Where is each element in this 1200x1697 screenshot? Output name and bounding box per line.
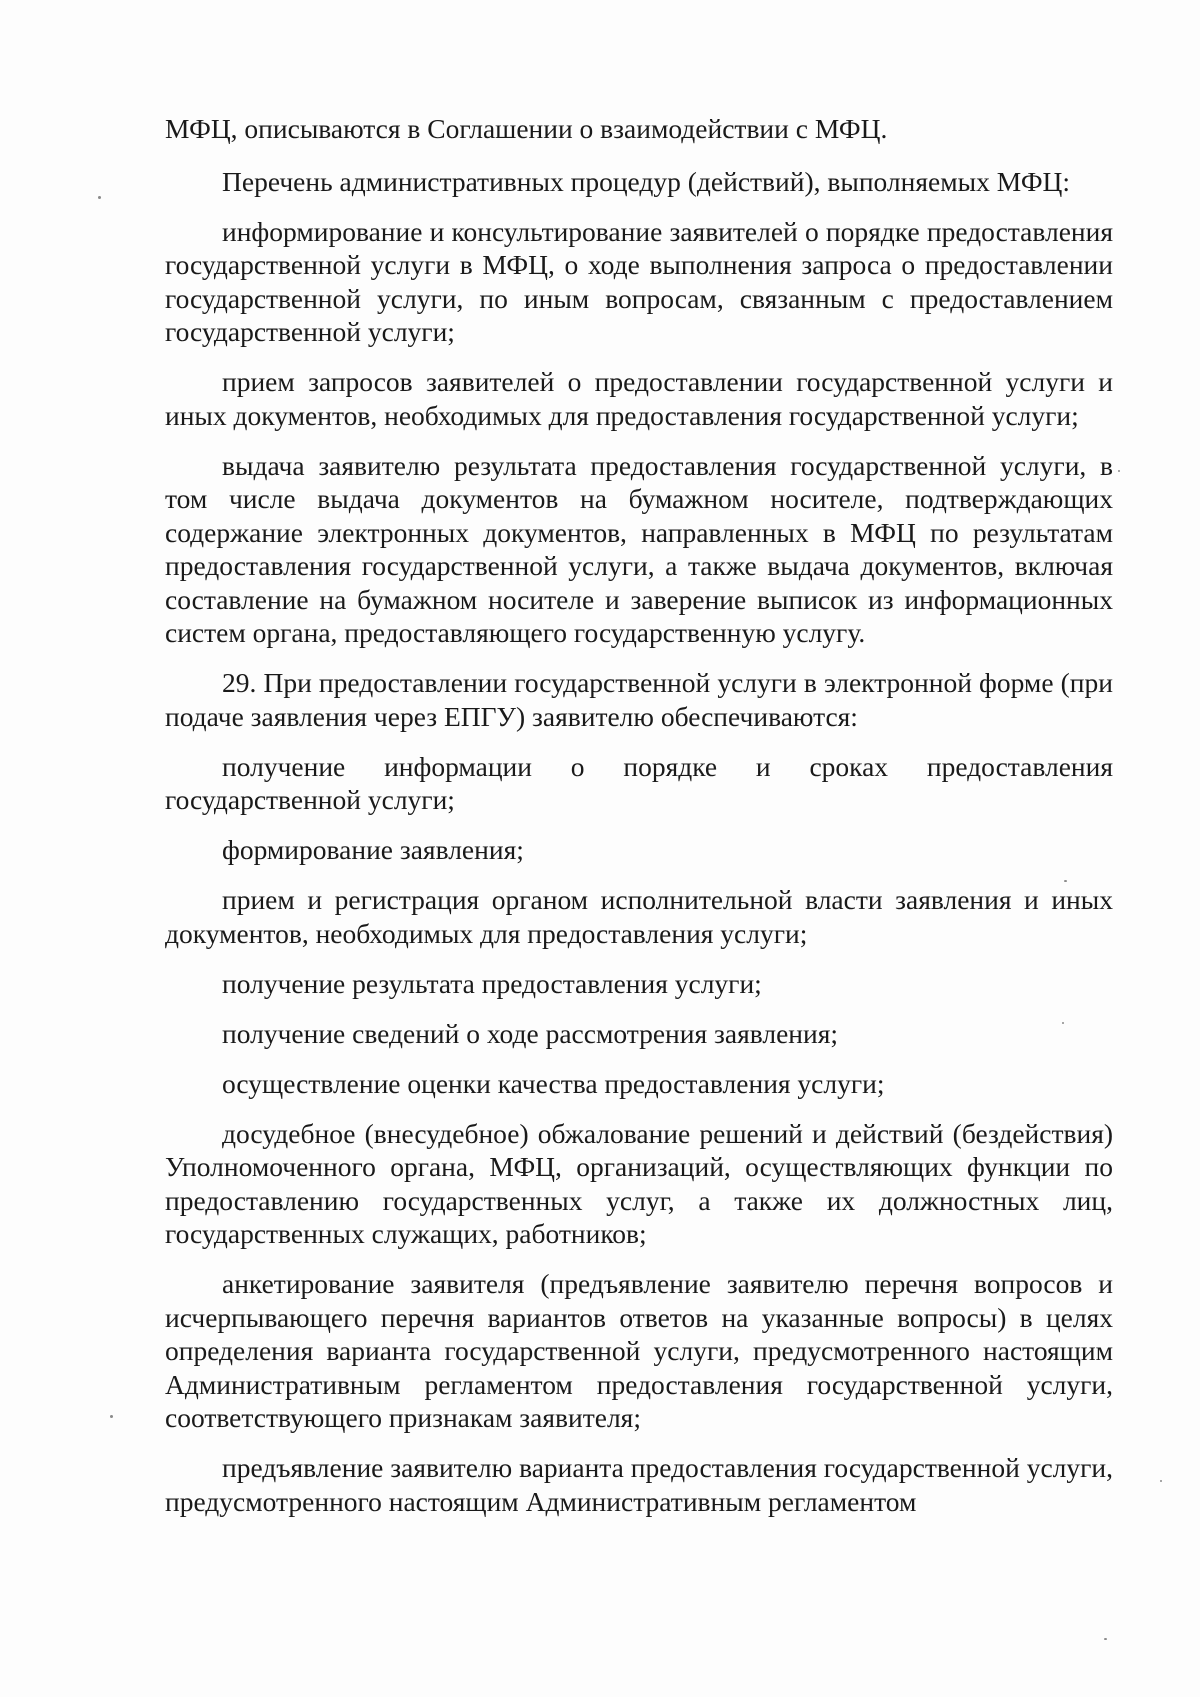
paragraph-questionnaire: анкетирование заявителя (предъявление заявителю перечня вопросов и исчерпывающего перечня вариантов ответов на указанные вопросы) в целях определения варианта государственной услуги, предусмотренного настоящим Административным регламентом предоставления государственной услуги, соответствующего признакам заявителя; (165, 1268, 1113, 1433)
paragraph-status-info: получение сведений о ходе рассмотрения заявления; (222, 1017, 838, 1049)
paragraph-result-issuance: выдача заявителю результата предоставления государственной услуги, в том числе выдача документов на бумажном носителе, подтверждающих содержание электронных документов, направленных в МФЦ по результатам предоставления государственной услуги, а также выдача документов, включая составление на бумажном носителе и заверение выписок из информационных систем органа, предоставляющего государственную услугу. (165, 449, 1113, 648)
paragraph-variant-presentation: предъявление заявителю варианта предоставления государственной услуги, предусмотренного настоящим Административным регламентом (165, 1452, 1113, 1517)
paragraph-item-29: 29. При предоставлении государственной услуги в электронной форме (при подаче заявления через ЕПГУ) заявителю обеспечиваются: (165, 667, 1113, 732)
paragraph-informing: информирование и консультирование заявителей о порядке предоставления государственной услуги в МФЦ, о ходе выполнения запроса о предоставлении государственной услуги, по иным вопросам, связанным с предоставлением государственной услуги; (165, 215, 1113, 347)
paragraph-result-receipt: получение результата предоставления услуги; (222, 967, 762, 999)
paragraph-registration: прием и регистрация органом исполнительной власти заявления и иных документов, необходимых для предоставления услуги; (165, 884, 1113, 949)
scan-speck (110, 1415, 113, 1418)
scan-speck (1118, 470, 1120, 472)
paragraph-request-intake: прием запросов заявителей о предоставлении государственной услуги и иных документов, необходимых для предоставления государственной услуги; (165, 366, 1113, 431)
scan-speck (1160, 1480, 1162, 1482)
document-body (165, 112, 1113, 1535)
scan-speck (1104, 1638, 1107, 1640)
paragraph-mfc-agreement: МФЦ, описываются в Соглашении о взаимодействии с МФЦ. (165, 113, 888, 144)
paragraph-info-receipt: получение информации о порядке и сроках предоставления государственной услуги; (165, 750, 1113, 815)
paragraph-appeal: досудебное (внесудебное) обжалование решений и действий (бездействия) Уполномоченного органа, МФЦ, организаций, осуществляющих функции по предоставлению государственных услуг, а также их должностных лиц, государственных служащих, работников; (165, 1117, 1113, 1249)
paragraph-application-forming: формирование заявления; (222, 834, 524, 865)
paragraph-mfc-procedures-heading: Перечень административных процедур (действий), выполняемых МФЦ: (222, 165, 1071, 197)
scan-speck (98, 196, 101, 199)
paragraph-quality-assessment: осуществление оценки качества предоставления услуги; (222, 1067, 885, 1099)
